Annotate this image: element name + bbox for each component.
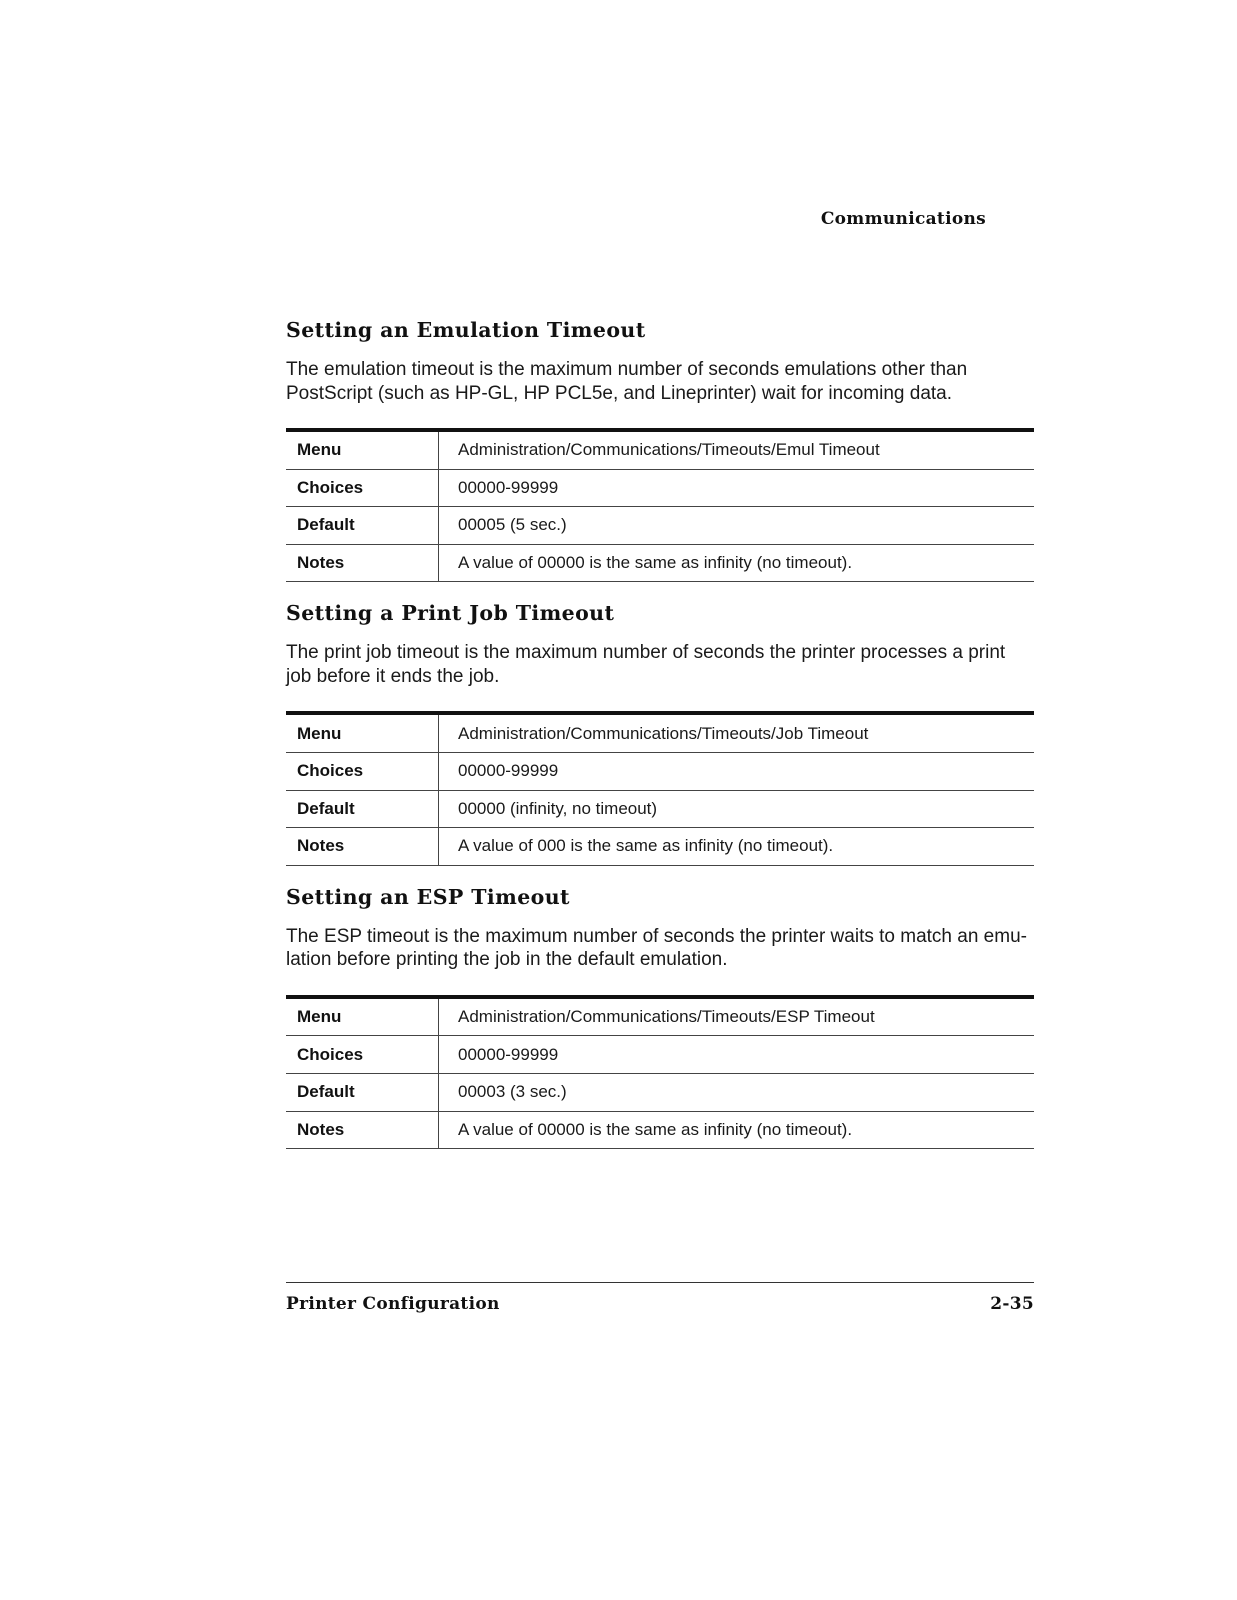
row-value: 00000-99999 bbox=[439, 1036, 1035, 1074]
row-value: 00000 (infinity, no timeout) bbox=[439, 790, 1035, 828]
row-label: Default bbox=[286, 1073, 439, 1111]
row-value: 00003 (3 sec.) bbox=[439, 1073, 1035, 1111]
page-content bbox=[286, 316, 1034, 1166]
row-label: Choices bbox=[286, 752, 439, 790]
section-heading: Setting a Print Job Timeout bbox=[286, 601, 615, 626]
settings-table bbox=[286, 995, 1034, 1149]
table-row bbox=[286, 507, 1034, 545]
row-label: Notes bbox=[286, 1111, 439, 1149]
table-row bbox=[286, 469, 1034, 507]
running-header: Communications bbox=[820, 209, 986, 229]
settings-table bbox=[286, 428, 1034, 582]
row-value: 00000-99999 bbox=[439, 469, 1035, 507]
section-body: The emulation timeout is the maximum number of seconds emulations other than PostScript (such as HP-GL, HP PCL5e, and Lineprinter) wait for incoming data. bbox=[286, 359, 968, 404]
section-esp-timeout bbox=[286, 883, 1034, 1149]
section-emulation-timeout bbox=[286, 316, 1034, 582]
table-row bbox=[286, 1036, 1034, 1074]
row-label: Menu bbox=[286, 713, 439, 752]
row-value: A value of 00000 is the same as infinity (no timeout). bbox=[439, 1111, 1035, 1149]
table-row bbox=[286, 997, 1034, 1036]
row-label: Notes bbox=[286, 828, 439, 866]
table-row bbox=[286, 430, 1034, 469]
table-row bbox=[286, 752, 1034, 790]
table-row bbox=[286, 713, 1034, 752]
row-value: Administration/Communications/Timeouts/ESP Timeout bbox=[439, 997, 1035, 1036]
row-label: Choices bbox=[286, 1036, 439, 1074]
section-heading: Setting an ESP Timeout bbox=[286, 884, 570, 909]
footer-chapter-title: Printer Configuration bbox=[286, 1294, 500, 1314]
section-heading: Setting an Emulation Timeout bbox=[286, 318, 646, 342]
row-value: A value of 00000 is the same as infinity (no timeout). bbox=[439, 544, 1035, 582]
table-row bbox=[286, 1073, 1034, 1111]
table-row bbox=[286, 790, 1034, 828]
row-label: Menu bbox=[286, 997, 439, 1036]
page-footer bbox=[286, 1294, 1034, 1314]
page-number: 2-35 bbox=[990, 1294, 1034, 1314]
row-label: Default bbox=[286, 507, 439, 545]
table-row bbox=[286, 544, 1034, 582]
row-value: 00000-99999 bbox=[439, 752, 1035, 790]
table-row bbox=[286, 1111, 1034, 1149]
settings-table bbox=[286, 711, 1034, 865]
row-value: Administration/Communications/Timeouts/Job Timeout bbox=[439, 713, 1035, 752]
row-value: 00005 (5 sec.) bbox=[439, 507, 1035, 545]
row-value: A value of 000 is the same as infinity (no timeout). bbox=[439, 828, 1035, 866]
row-value: Administration/Communications/Timeouts/Emul Timeout bbox=[439, 430, 1035, 469]
row-label: Choices bbox=[286, 469, 439, 507]
row-label: Default bbox=[286, 790, 439, 828]
section-print-job-timeout bbox=[286, 599, 1034, 865]
section-body: The ESP timeout is the maximum number of seconds the printer waits to match an emu-lation before printing the job in the default emulation. bbox=[286, 925, 1027, 971]
table-row bbox=[286, 828, 1034, 866]
row-label: Menu bbox=[286, 430, 439, 469]
footer-divider bbox=[286, 1282, 1034, 1283]
row-label: Notes bbox=[286, 544, 439, 582]
section-body: The print job timeout is the maximum number of seconds the printer processes a print job before it ends the job. bbox=[286, 642, 1006, 687]
